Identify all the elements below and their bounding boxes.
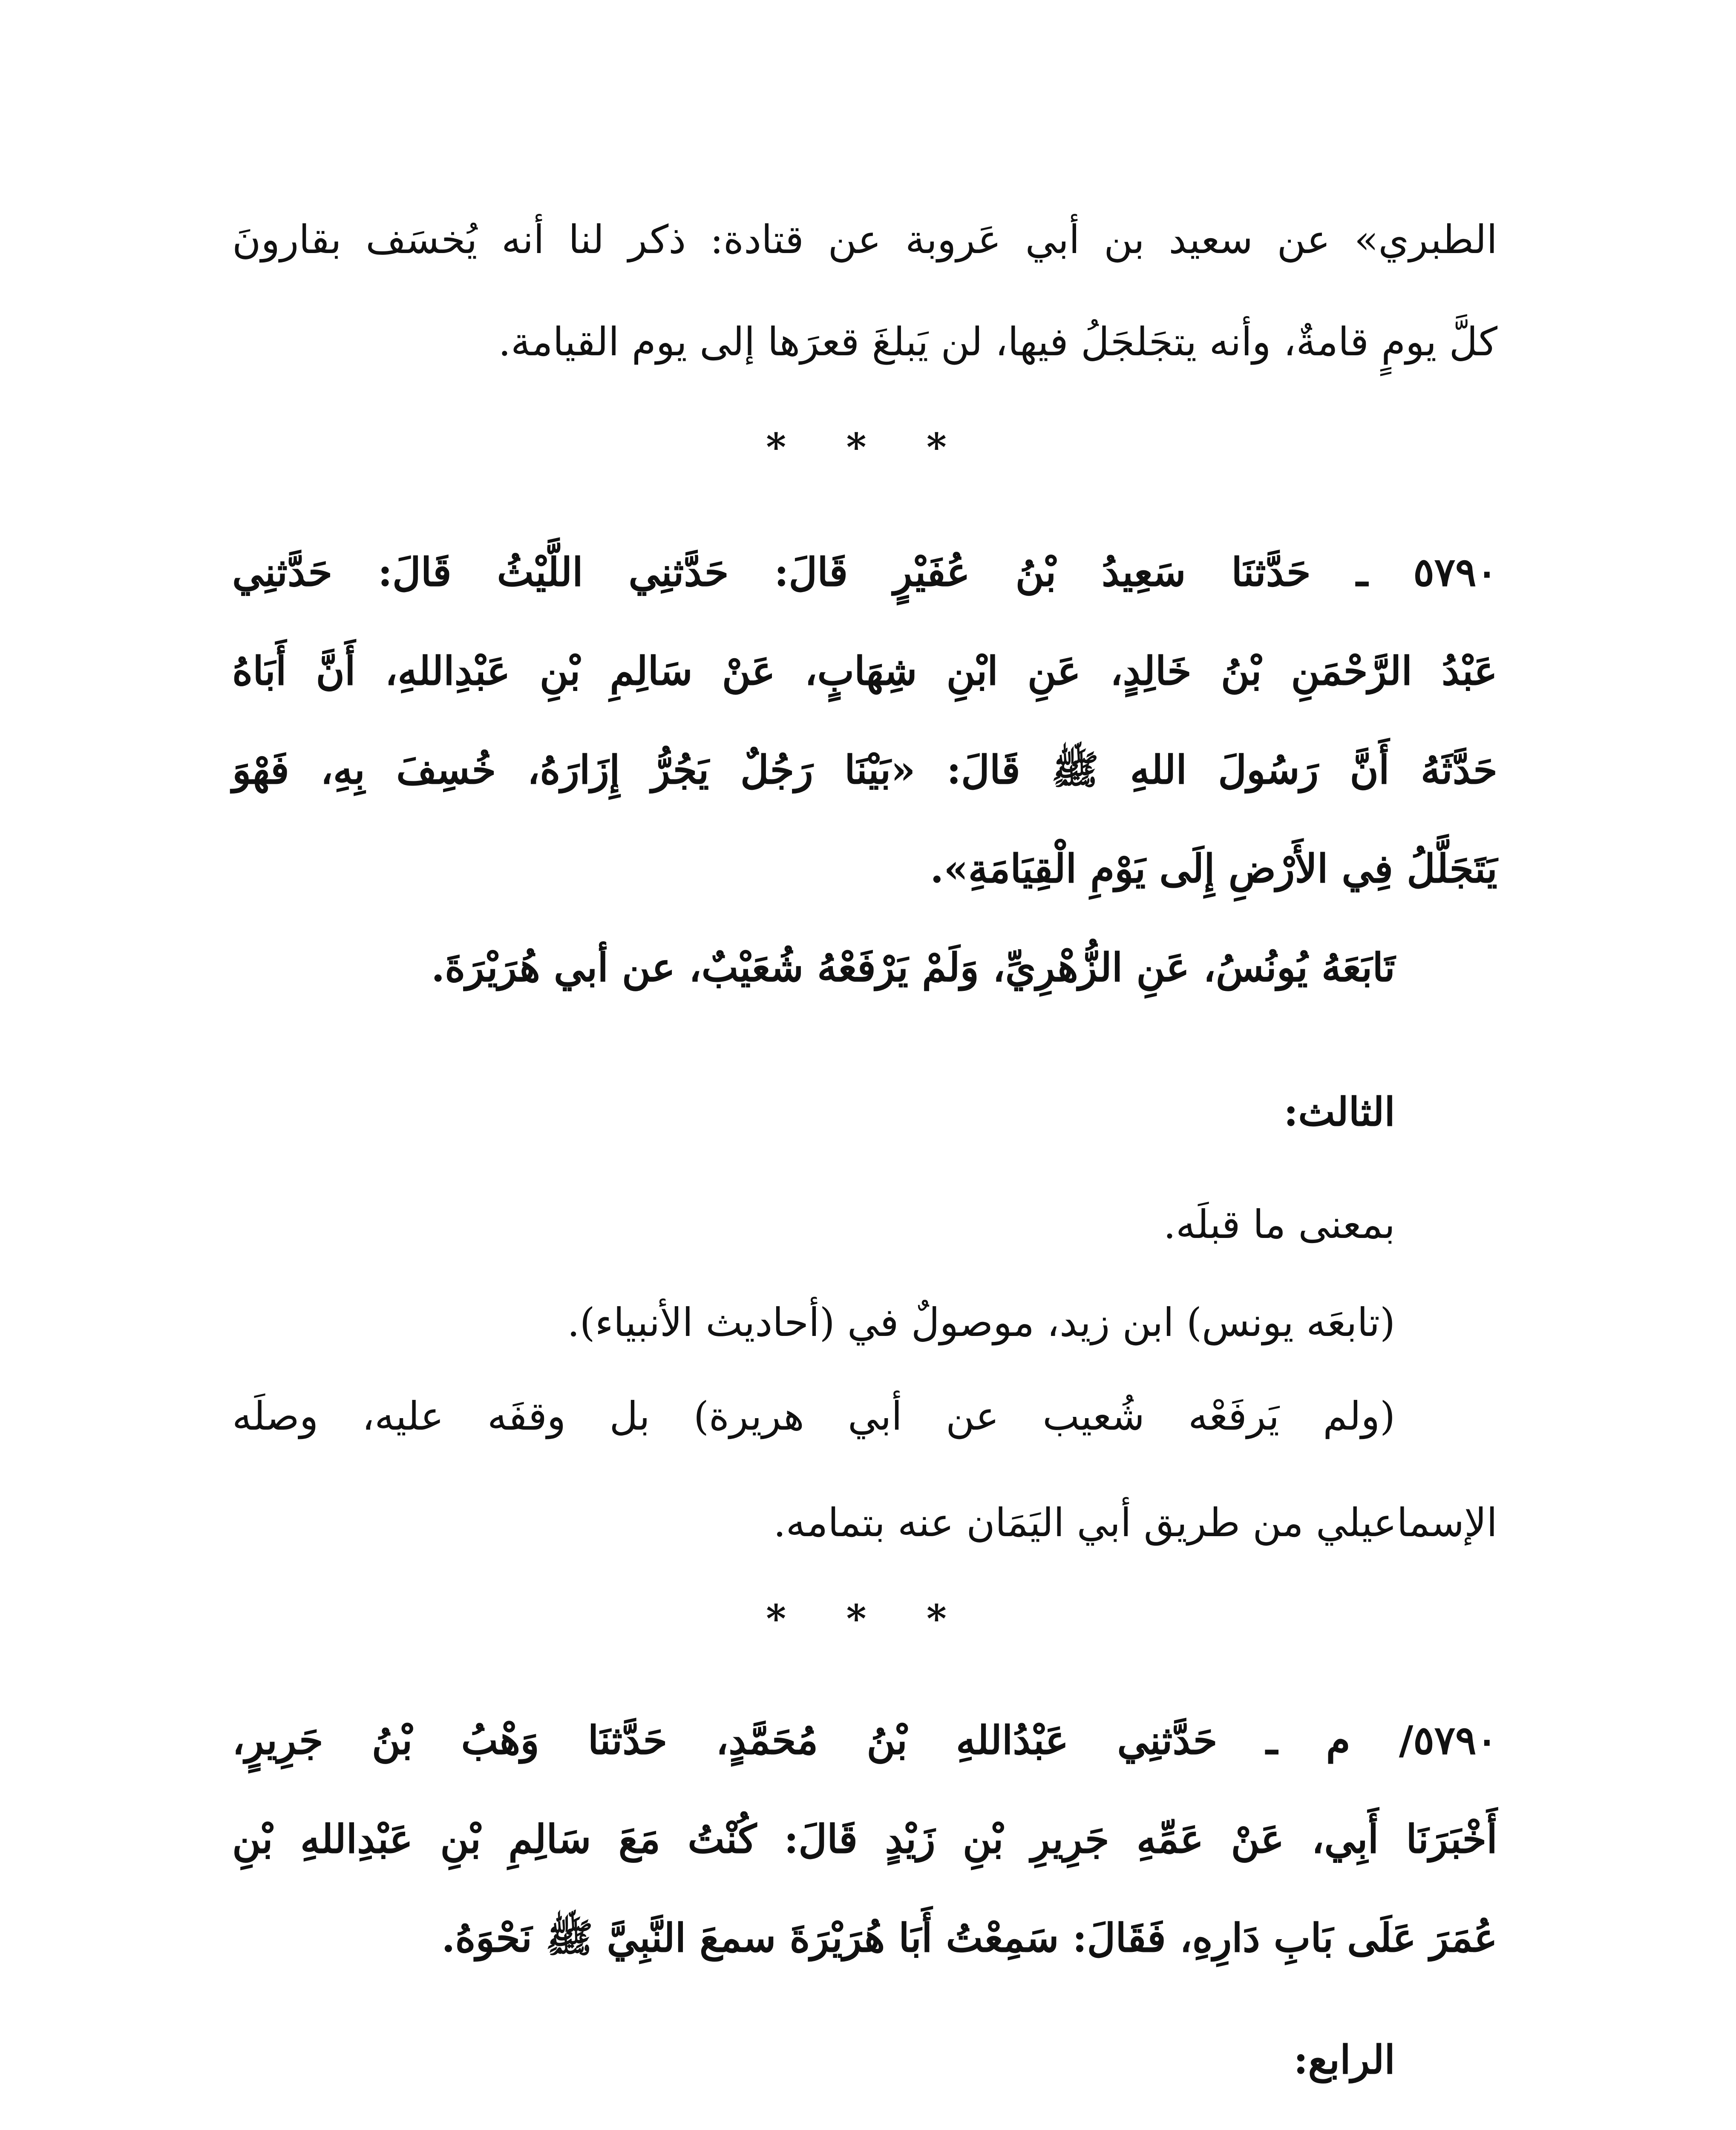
- hadith2-line-1: ٥٧٩٠/ م ـ حَدَّثنِي عَبْدُاللهِ بْنُ مُحَمَّدٍ، حَدَّثنَا وَهْبُ بْنُ جَرِيرٍ،: [232, 1717, 1497, 1763]
- hadith-line-3: حَدَّثَهُ أَنَّ رَسُولَ اللهِ ﷺ قَالَ: «بَيْنَا رَجُلٌ يَجُرُّ إِزَارَهُ، خُسِفَ بِهِ، فَهْوَ: [232, 747, 1497, 793]
- note-line-4: الإسماعيلي من طريق أبي اليَمَان عنه بتمامه.: [773, 1500, 1497, 1546]
- section-separator-2: * * *: [766, 1596, 970, 1641]
- note-line-3: (ولم يَرفَعْه شُعيب عن أبي هريرة) بل وقفَه عليه، وصلَه: [232, 1393, 1395, 1439]
- heading-third: الثالث:: [1284, 1089, 1395, 1135]
- hadith2-line-3: عُمَرَ عَلَى بَابِ دَارِهِ، فَقَالَ: سَمِعْتُ أَبَا هُرَيْرَةَ سمعَ النَّبِيَّ ﷺ نَحْوَهُ.: [441, 1915, 1497, 1961]
- hadith-line-1: ٥٧٩٠ ـ حَدَّثنَا سَعِيدُ بْنُ عُفَيْرٍ قَالَ: حَدَّثنِي اللَّيْثُ قَالَ: حَدَّثنِي: [232, 549, 1497, 595]
- commentary-line-2: كلَّ يومٍ قامةٌ، وأنه يتجَلجَلُ فيها، لن يَبلغَ قعرَها إلى يوم القيامة.: [498, 319, 1497, 365]
- commentary-line-1: الطبري» عن سعيد بن أبي عَروبة عن قتادة: ذكر لنا أنه يُخسَف بقارونَ: [232, 217, 1497, 262]
- note-line-1: بمعنى ما قبلَه.: [1163, 1202, 1395, 1247]
- note-line-2: (تابعَه يونس) ابن زيد، موصولٌ في (أحاديث الأنبياء).: [567, 1300, 1395, 1345]
- section-separator: * * *: [766, 425, 970, 470]
- heading-fourth: الرابع:: [1293, 2037, 1395, 2083]
- hadith-line-2: عَبْدُ الرَّحْمَنِ بْنُ خَالِدٍ، عَنِ ابْنِ شِهَابٍ، عَنْ سَالِمِ بْنِ عَبْدِاللهِ، أَنَّ أَبَاهُ: [232, 648, 1497, 694]
- hadith-line-4: يَتَجَلَّلُ فِي الأَرْضِ إِلَى يَوْمِ الْقِيَامَةِ».: [930, 846, 1497, 892]
- hadith-followup: تَابَعَهُ يُونُسُ، عَنِ الزُّهْرِيِّ، وَلَمْ يَرْفَعْهُ شُعَيْبٌ، عن أبي هُرَيْرَةَ.: [431, 944, 1395, 990]
- hadith2-line-2: أَخْبَرَنَا أَبِي، عَنْ عَمِّهِ جَرِيرِ بْنِ زَيْدٍ قَالَ: كُنْتُ مَعَ سَالِمِ بْنِ عَبْدِاللهِ بْنِ: [232, 1816, 1497, 1862]
